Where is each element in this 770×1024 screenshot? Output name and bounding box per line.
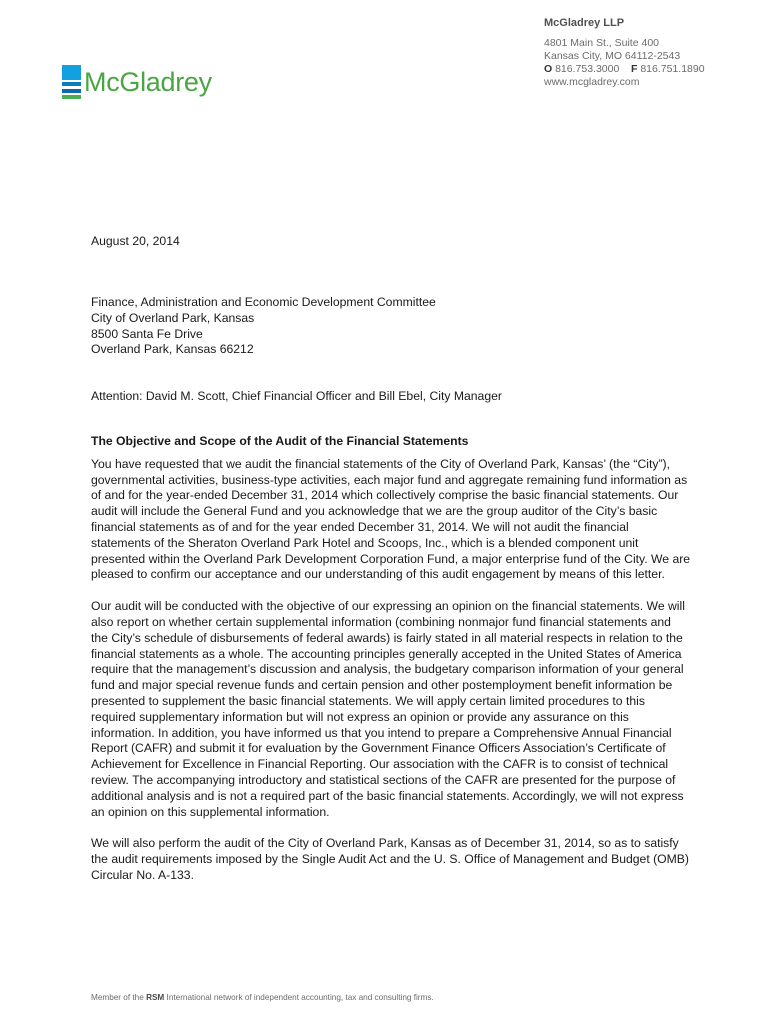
addressee-block (91, 295, 691, 358)
addressee-line: Finance, Administration and Economic Development Committee (91, 295, 436, 309)
footer-prefix: Member of the (91, 993, 147, 1002)
phone-label: O (544, 63, 553, 75)
attention-line: Attention: David M. Scott, Chief Financial Officer and Bill Ebel, City Manager (91, 389, 502, 403)
body-paragraph: You have requested that we audit the financial statements of the City of Overland Park, Kansas’ (the “City”), governmental activities, business-type activities, each major fund and aggregate remaining fund information as of and for the year-ended December 31, 2014 which collectively comprise the basic financial statements. Our audit will include the General Fund and you acknowledge that we are the group auditor of the City’s basic financial statements as of and for the year ended December 31, 2014. We will not audit the financial statements of the Sheraton Overland Park Hotel and Scoops, Inc., which is a blended component unit presented within the Overland Park Development Corporation Fund, a major enterprise fund of the City. We are pleased to confirm our acceptance and our understanding of this audit engagement by means of this letter. (91, 456, 691, 582)
fax-number: 816.751.1890 (640, 63, 705, 75)
footer-suffix: International network of independent accounting, tax and consulting firms. (164, 993, 434, 1002)
fax-label: F (631, 63, 638, 75)
address-line-2: Kansas City, MO 64112-2543 (544, 50, 681, 62)
firm-name: McGladrey LLP (544, 17, 625, 29)
addressee-line: Overland Park, Kansas 66212 (91, 342, 254, 357)
phone-number: 816.753.3000 (555, 63, 620, 75)
body-paragraph: Our audit will be conducted with the objective of our expressing an opinion on the financial statements. We will also report on whether certain supplemental information (combining nonmajor fund financial statements and the City’s schedule of disbursements of federal awards) is fairly stated in all material respects in relation to the financial statements as a whole. The accounting principles generally accepted in the United States of America require that the management’s discussion and analysis, the budgetary comparison information of your general fund and major special revenue funds and certain pension and other postemployment benefit information be presented to supplement the basic financial statements. We will apply certain limited procedures to this required supplementary information but will not express an opinion or provide any assurance on this information. In addition, you have informed us that you intend to prepare a Comprehensive Annual Financial Report (CAFR) and submit it for evaluation by the Government Finance Officers Association’s Certificate of Achievement for Excellence in Financial Reporting. Our association with the CAFR is to consist of technical review. The accompanying introductory and statistical sections of the CAFR are presented for the purpose of additional analysis and is not a required part of the basic financial statements. Accordingly, we will not express an opinion on this supplemental information. (91, 599, 685, 819)
letter-date: August 20, 2014 (91, 234, 180, 248)
body-paragraph: We will also perform the audit of the City of Overland Park, Kansas as of December 31, 2014, so as to satisfy the audit requirements imposed by the Single Audit Act and the U. S. Office of Management and Budget (OMB) Circular No. A-133. (91, 836, 689, 882)
address-line-1: 4801 Main St., Suite 400 (544, 37, 659, 49)
logo-text: McGladrey (84, 67, 212, 97)
mcgladrey-logo (62, 64, 212, 100)
section-heading: The Objective and Scope of the Audit of the Financial Statements (91, 434, 469, 448)
logo-mark-icon (62, 65, 81, 99)
phone-fax-line (544, 63, 705, 76)
footer-network: RSM (146, 993, 165, 1002)
website-link[interactable]: www.mcgladrey.com (544, 76, 640, 88)
footer-note (91, 993, 434, 1002)
letter-content (91, 434, 691, 900)
addressee-line: 8500 Santa Fe Drive (91, 326, 203, 341)
addressee-line: City of Overland Park, Kansas (91, 310, 255, 325)
firm-address-block (544, 17, 705, 89)
